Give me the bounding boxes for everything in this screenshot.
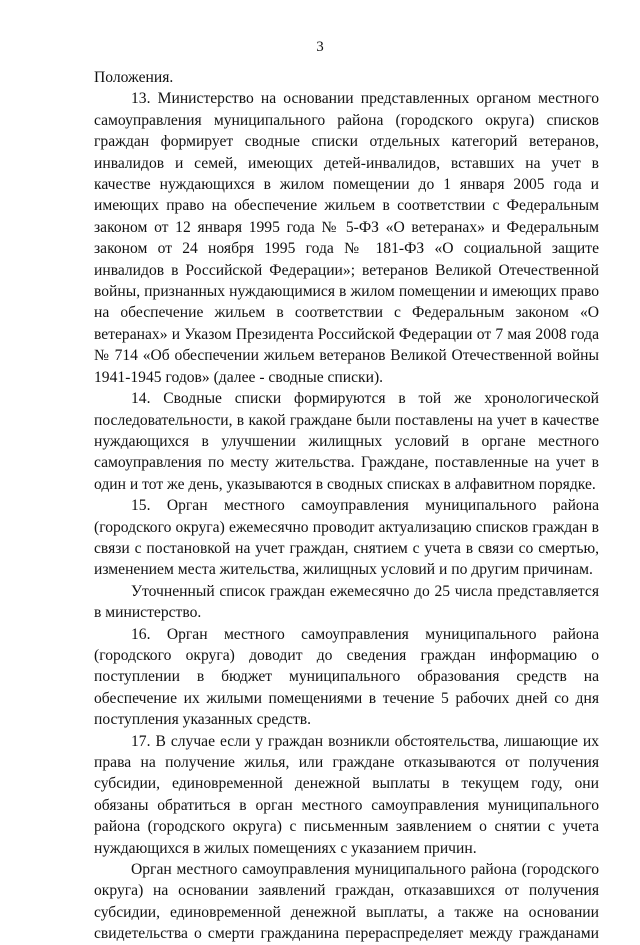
paragraph-17: 17. В случае если у граждан возникли обстоятельства, лишающие их права на получение жилья, или граждане отказываются от получения субсидии, единовременной денежной выплаты в текущем году, они обязаны обратиться в орган местного самоуправления муниципального района (городского округа) с письменным заявлением о снятии с учета нуждающихся в жилых помещениях с указанием причин.: [94, 732, 599, 857]
paragraph-16: 16. Орган местного самоуправления муниципального района (городского округа) доводит до сведения граждан информацию о поступлении в бюджет муниципального образования средств на обеспечение их жилыми помещениями в течение 5 рабочих дней со дня поступления указанных средств.: [94, 625, 599, 729]
paragraph-17-continued: Орган местного самоуправления муниципального района (городского округа) на основании заявлений граждан, отказавшихся от получения субсидии, единовременной денежной выплаты, а также на основании свидетельства о смерти гражданина перераспределяет между гражданами: [94, 861, 599, 943]
page-number: 3: [316, 39, 324, 55]
document-body: [94, 67, 599, 945]
paragraph-continuation: Положения.: [94, 69, 174, 86]
paragraph-14: 14. Сводные списки формируются в той же хронологической последовательности, в какой граждане были поставлены на учет в качестве нуждающихся в улучшении жилищных условий в органе местного самоуправления по месту жительства. Граждане, поставленные на учет в один и тот же день, указываются в сводных списках в алфавитном порядке.: [94, 390, 599, 493]
paragraph-13: 13. Министерство на основании представленных органом местного самоуправления муниципального района (городского округа) списков граждан формирует сводные списки отдельных категорий ветеранов, инвалидов и семей, имеющих детей-инвалидов, вставших на учет в качестве нуждающихся в жилом помещении до 1 января 2005 года и имеющих право на обеспечение жильем в соответствии с Федеральным законом от 12 января 1995 года № 5-ФЗ «О ветеранах» и Федеральным законом от 24 ноября 1995 года № 181-ФЗ «О социальной защите инвалидов в Российской Федерации»; ветеранов Великой Отечественной войны, признанных нуждающимися в жилом помещении и имеющих право на обеспечение жильем в соответствии с Федеральным законом «О ветеранах» и Указом Президента Российской Федерации от 7 мая 2008 года № 714 «Об обеспечении жильем ветеранов Великой Отечественной войны 1941-1945 годов» (далее - сводные списки).: [94, 90, 599, 386]
paragraph-15-note: Уточненный список граждан ежемесячно до 25 числа представляется в министерство.: [94, 582, 599, 622]
paragraph-15: 15. Орган местного самоуправления муниципального района (городского округа) ежемесячно проводит актуализацию списков граждан в связи с постановкой на учет граждан, снятием с учета в связи со смертью, изменением места жительства, жилищных условий и по другим причинам.: [94, 497, 599, 579]
